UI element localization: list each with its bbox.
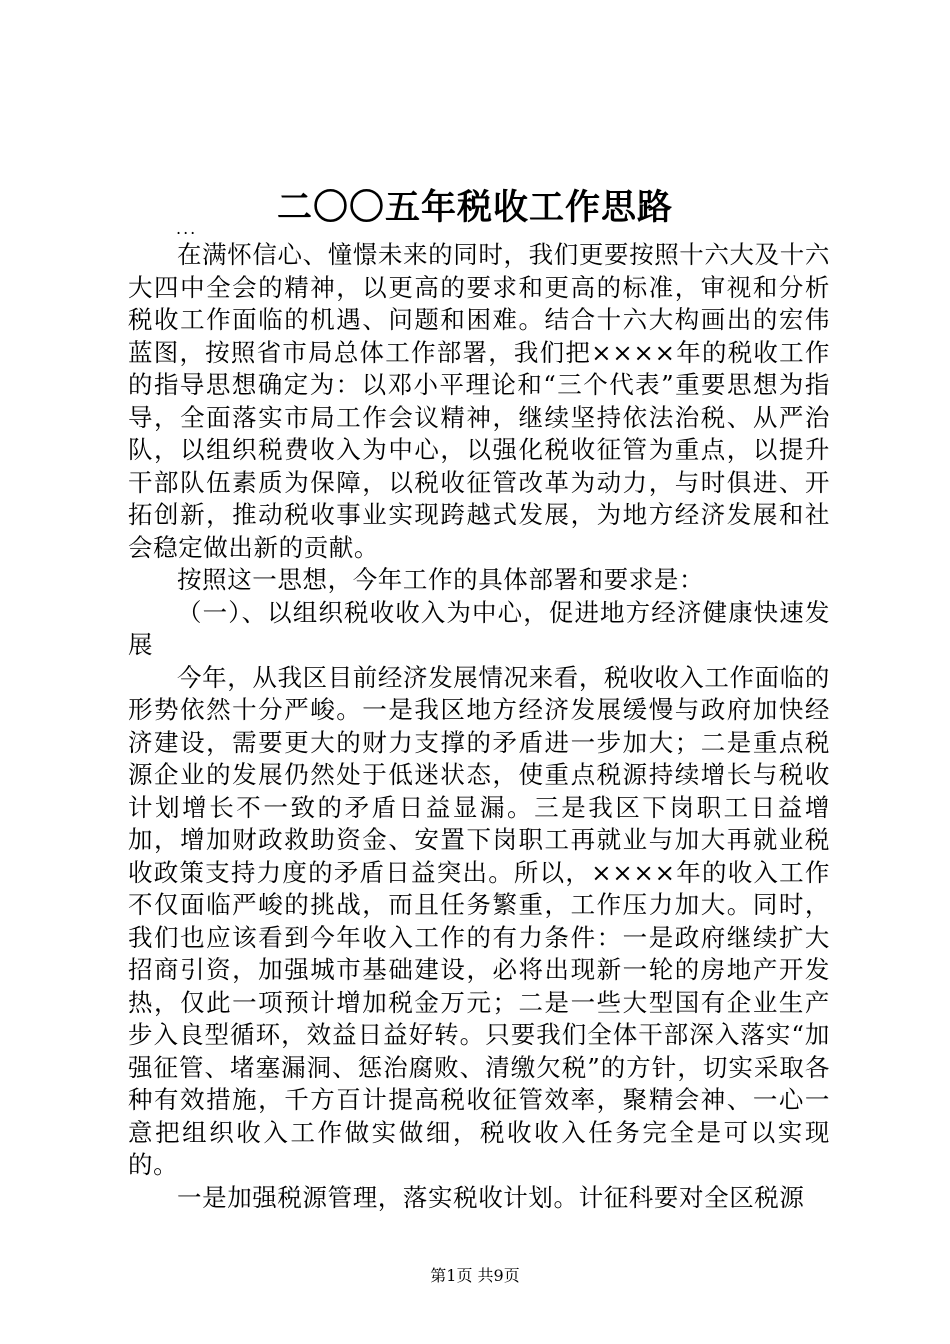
page-footer: 第1页 共9页 [430, 1266, 520, 1285]
paragraph-guiding-thought: 在满怀信心、憧憬未来的同时，我们更要按照十六大及十六大四中全会的精神，以更高的要求和更高的标准，审视和分析税收工作面临的机遇、问题和困难。结合十六大构画出的宏伟蓝图，按照省市局总体工作部署，我们把××××年的税收工作的指导思想确定为：以邓小平理论和“三个代表”重要思想为指导，全面落实市局工作会议精神，继续坚持依法治税、从严治队，以组织税费收入为中心，以强化税收征管为重点，以提升干部队伍素质为保障，以税收征管改革为动力，与时俱进、开拓创新，推动税收事业实现跨越式发展，为地方经济发展和社会稳定做出新的贡献。 [128, 240, 830, 562]
document-body [128, 239, 830, 1214]
section-heading-1: （一）、以组织税收收入为中心，促进地方经济健康快速发展 [128, 597, 830, 659]
document-title: 二〇〇五年税收工作思路 [276, 187, 673, 228]
paragraph-revenue-situation: 今年，从我区目前经济发展情况来看，税收收入工作面临的形势依然十分严峻。一是我区地方经济发展缓慢与政府加快经济建设，需要更大的财力支撑的矛盾进一步加大；二是重点税源企业的发展仍然处于低迷状态，使重点税源持续增长与税收计划增长不一致的矛盾日益显漏。三是我区下岗职工日益增加，增加财政救助资金、安置下岗职工再就业与加大再就业税收政策支持力度的矛盾日益突出。所以，××××年的收入工作不仅面临严峻的挑战，而且任务繁重，工作压力加大。同时，我们也应该看到今年收入工作的有力条件：一是政府继续扩大招商引资，加强城市基础建设，必将出现新一轮的房地产开发热，仅此一项预计增加税金万元；二是一些大型国有企业生产步入良型循环，效益日益好转。只要我们全体干部深入落实“加强征管、堵塞漏洞、惩治腐败、清缴欠税”的方针，切实采取各种有效措施，千方百计提高税收征管效率，聚精会神、一心一意把组织收入工作做实做细，税收收入任务完全是可以实现的。 [128, 662, 830, 1179]
paragraph-tax-source-management: 一是加强税源管理，落实税收计划。计征科要对全区税源 [177, 1182, 805, 1212]
ellipsis-mark: ... [176, 219, 198, 238]
paragraph-deployment-intro: 按照这一思想，今年工作的具体部署和要求是： [177, 565, 705, 594]
